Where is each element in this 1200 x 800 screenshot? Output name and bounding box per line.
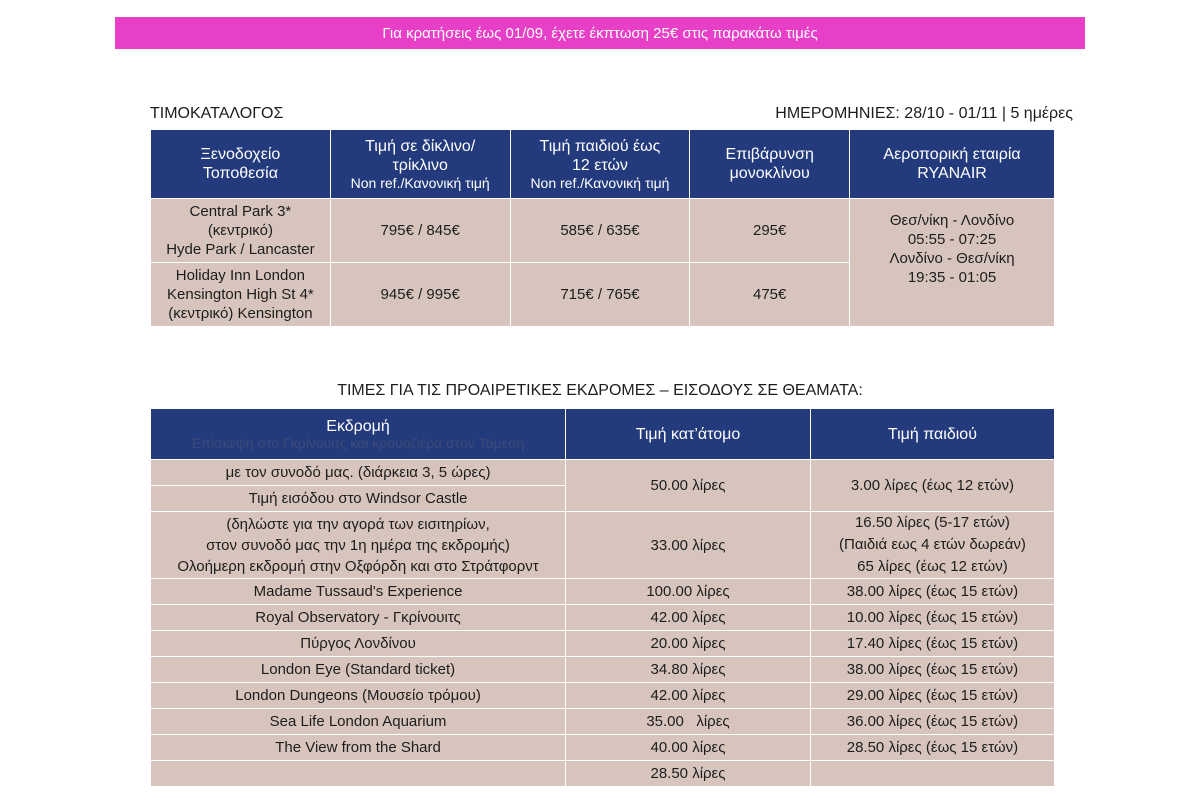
adult-price: 34.80 λίρες: [566, 657, 811, 683]
double-price: 945€ / 995€: [330, 263, 510, 327]
table-row: [151, 709, 1055, 735]
excursions-table-header: [151, 409, 1055, 460]
excursion-name: The View from the Shard: [151, 735, 566, 761]
hotel-name: Holiday Inn London Kensington High St 4* (κεντρικό) Kensington: [151, 263, 331, 327]
child-price: 38.00 λίρες (έως 15 ετών): [810, 657, 1054, 683]
adult-price: 33.00 λίρες: [566, 512, 811, 579]
table-row: [151, 605, 1055, 631]
adult-price: 40.00 λίρες: [566, 735, 811, 761]
header-excursion: Εκδρομή Επίσκεψη στο Γκρίνουιτς και κρουαζιέρα στον Τάμεση: [151, 409, 566, 460]
excursion-name: (δηλώστε για την αγορά των εισιτηρίων, στον συνοδό μας την 1η ημέρα της εκδρομής) Ολοήμερη εκδρομή στην Οξφόρδη και στο Στράτφορντ: [151, 512, 566, 579]
excursions-price-table: [150, 408, 1055, 787]
hotel-price-table: [150, 129, 1055, 327]
overlap-text: Επίσκεψη στο Γκρίνουιτς και κρουαζιέρα στον Τάμεση: [191, 435, 525, 451]
child-price: 38.00 λίρες (έως 15 ετών): [810, 579, 1054, 605]
header-adult-price: Τιμή κατ’άτομο: [566, 409, 811, 460]
child-price: 29.00 λίρες (έως 15 ετών): [810, 683, 1054, 709]
adult-price: 50.00 λίρες: [566, 460, 811, 512]
excursion-name: London Dungeons (Μουσείο τρόμου): [151, 683, 566, 709]
child-price: 585€ / 635€: [510, 199, 690, 263]
table-row: [151, 761, 1055, 787]
excursion-name: Τιμή εισόδου στο Windsor Castle: [151, 486, 566, 512]
hotel-table-header: [151, 130, 1055, 199]
table-row: [151, 683, 1055, 709]
adult-price: 100.00 λίρες: [566, 579, 811, 605]
header-airline: Αεροπορική εταιρία RYANAIR: [850, 130, 1055, 199]
flight-info: Θεσ/νίκη - Λονδίνο 05:55 - 07:25 Λονδίνο - Θεσ/νίκη 19:35 - 01:05: [850, 199, 1055, 327]
child-price: 715€ / 765€: [510, 263, 690, 327]
child-price: 28.50 λίρες (έως 15 ετών): [810, 735, 1054, 761]
price-list-title: ΤΙΜΟΚΑΤΑΛΟΓΟΣ: [150, 105, 284, 122]
header-hotel: Ξενοδοχείο Τοποθεσία: [151, 130, 331, 199]
child-price: 16.50 λίρες (5-17 ετών) (Παιδιά εως 4 ετών δωρεάν) 65 λίρες (έως 12 ετών): [810, 512, 1054, 579]
child-price: 36.00 λίρες (έως 15 ετών): [810, 709, 1054, 735]
excursion-name: Πύργος Λονδίνου: [151, 631, 566, 657]
single-supplement: 295€: [690, 199, 850, 263]
double-price: 795€ / 845€: [330, 199, 510, 263]
child-price: 10.00 λίρες (έως 15 ετών): [810, 605, 1054, 631]
header-double-price: Τιμή σε δίκλινο/ τρίκλινο Non ref./Κανονική τιμή: [330, 130, 510, 199]
child-price: 3.00 λίρες (έως 12 ετών): [810, 460, 1054, 512]
excursion-name: Sea Life London Aquarium: [151, 709, 566, 735]
hotel-name: Central Park 3* (κεντρικό) Hyde Park / Lancaster: [151, 199, 331, 263]
discount-banner: Για κρατήσεις έως 01/09, έχετε έκπτωση 25€ στις παρακάτω τιμές: [115, 17, 1085, 49]
child-price: [810, 761, 1054, 787]
table-row: [151, 735, 1055, 761]
header-child-price: Τιμή παιδιού: [810, 409, 1054, 460]
header-child-price: Τιμή παιδιού έως 12 ετών Non ref./Κανονική τιμή: [510, 130, 690, 199]
excursions-title: ΤΙΜΕΣ ΓΙΑ ΤΙΣ ΠΡΟΑΙΡΕΤΙΚΕΣ ΕΚΔΡΟΜΕΣ – ΕΙΣΟΔΟΥΣ ΣΕ ΘΕΑΜΑΤΑ:: [337, 382, 863, 399]
header-single-supplement: Επιβάρυνση μονοκλίνου: [690, 130, 850, 199]
single-supplement: 475€: [690, 263, 850, 327]
excursion-name: με τον συνοδό μας. (διάρκεια 3, 5 ώρες): [151, 460, 566, 486]
adult-price: 35.00 λίρες: [566, 709, 811, 735]
adult-price: 42.00 λίρες: [566, 683, 811, 709]
table-row: [151, 199, 1055, 263]
adult-price: 20.00 λίρες: [566, 631, 811, 657]
table-row: [151, 512, 1055, 579]
adult-price: 28.50 λίρες: [566, 761, 811, 787]
excursion-name: [151, 761, 566, 787]
excursion-name: London Eye (Standard ticket): [151, 657, 566, 683]
table-row: [151, 631, 1055, 657]
excursion-name: Royal Observatory - Γκρίνουιτς: [151, 605, 566, 631]
adult-price: 42.00 λίρες: [566, 605, 811, 631]
table-row: [151, 579, 1055, 605]
excursion-name: Madame Tussaud's Experience: [151, 579, 566, 605]
child-price: 17.40 λίρες (έως 15 ετών): [810, 631, 1054, 657]
trip-dates: ΗΜΕΡΟΜΗΝΙΕΣ: 28/10 - 01/11 | 5 ημέρες: [775, 105, 1073, 122]
table-row: [151, 657, 1055, 683]
table-row: [151, 460, 1055, 486]
